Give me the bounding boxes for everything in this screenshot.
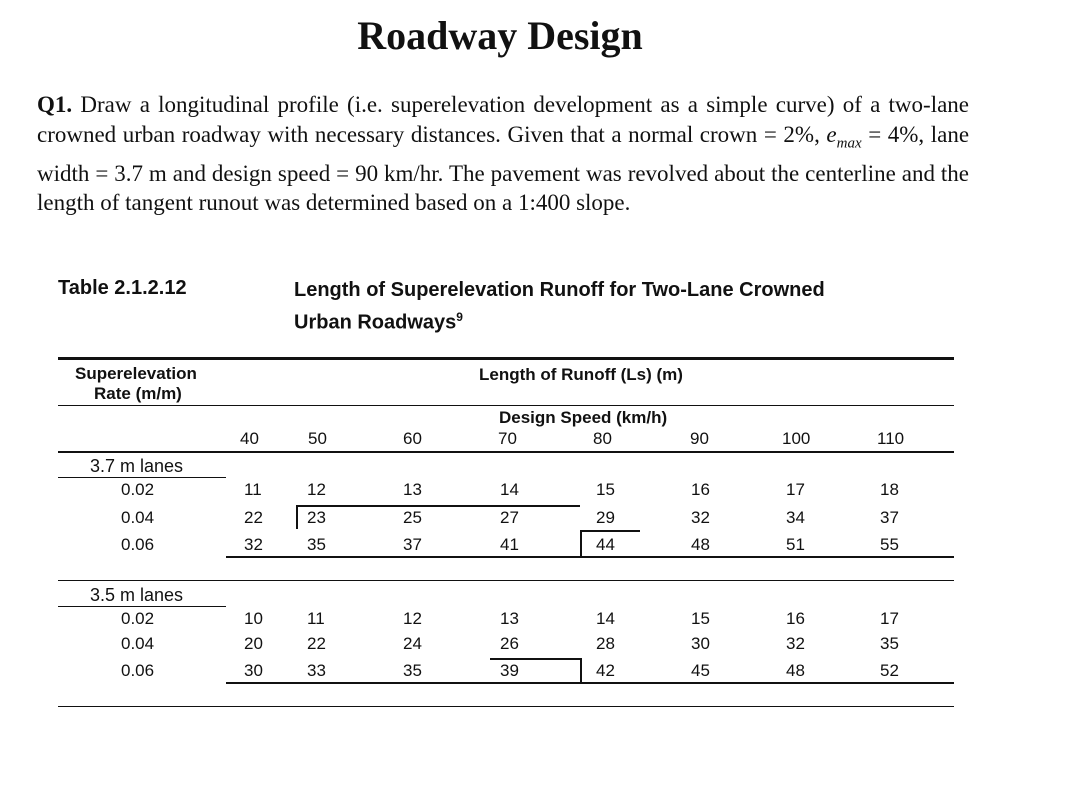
question-label: Q1. [37,92,73,117]
speed-header: 110 [877,429,905,448]
section2-top-rule [58,580,954,581]
table-cell: 37 [403,535,422,554]
table-cell: 33 [307,661,326,680]
rate-header: Superelevation Rate (m/m) [75,364,197,403]
table-cell: 13 [500,609,519,628]
table-cell: 14 [500,480,519,499]
table-bottom-rule [58,706,954,707]
table-cell: 51 [786,535,805,554]
table-cell: 22 [307,634,326,653]
table-cell: 42 [596,661,615,680]
boundary-line [296,505,580,507]
table-cell: 41 [500,535,519,554]
table-cell: 45 [691,661,710,680]
runoff-header: Length of Runoff (Ls) (m) [479,365,683,384]
boundary-line [580,530,640,532]
table-cell: 32 [691,508,710,527]
rate-value: 0.04 [121,508,155,527]
table-cell: 37 [880,508,899,527]
speed-header: 80 [593,429,612,448]
table-cell: 52 [880,661,899,680]
question-line-3b: = 4%, lane width = 3.7 m and design speed = 90 km/hr. The pavement was [37,121,970,186]
table-cell: 16 [786,609,805,628]
table-cell: 10 [244,609,263,628]
rate-value: 0.04 [121,634,155,653]
table-top-rule [58,357,954,360]
section2-name-rule [58,606,226,607]
boundary-line [580,658,582,682]
table-cell: 11 [244,480,262,499]
table-cell: 27 [500,508,519,527]
question-line-5: 1:400 slope. [517,190,631,216]
table-cell: 18 [880,480,899,499]
table-cell: 28 [596,634,615,653]
speed-header: 100 [782,429,811,448]
section-name: 3.5 m lanes [90,585,184,605]
rate-value: 0.02 [121,480,155,499]
table-caption-line-2: Urban Roadways$^9$ [294,310,463,334]
table-cell: 26 [500,634,519,653]
section1-name-rule [58,477,226,478]
boundary-line [490,658,580,660]
table-cell: 32 [244,535,263,554]
table-cell: 30 [244,661,263,680]
question-text [37,90,969,218]
runoff-header-rule [58,405,954,406]
table-cell: 25 [403,508,422,527]
table-cell: 48 [786,661,805,680]
rate-value: 0.06 [121,661,155,680]
table-cell: 24 [403,634,422,653]
table-cell: 15 [596,480,615,499]
speed-header: 70 [498,429,517,448]
speed-header: 90 [690,429,709,448]
question-line-4: revolved about the centerline and the length of tangent runout was determined based on a [37,160,969,216]
table-cell: 22 [244,508,263,527]
table-cell: 29 [596,508,615,527]
question-line-2: two-lane crowned urban roadway with necessary distances. Given that a normal crown = [37,92,970,147]
question-line-1: Draw a longitudinal profile (i.e. superelevation development as a simple curve) of a [80,92,881,117]
emax-symbol: $e_{max}$ [826,121,862,152]
speed-header-rule [58,451,954,453]
table-cell: 15 [691,609,710,628]
table-cell: 17 [786,480,805,499]
boundary-line [296,505,298,529]
table-cell: 23 [307,508,326,527]
table-cell: 35 [307,535,326,554]
section-name: 3.7 m lanes [90,456,184,476]
table-cell: 35 [403,661,422,680]
table-cell: 14 [596,609,615,628]
speed-header: 40 [240,429,259,448]
section1-bottom-rule [226,556,954,558]
table-cell: 11 [307,609,325,628]
table-cell: 17 [880,609,899,628]
table-cell: 48 [691,535,710,554]
table-cell: 32 [786,634,805,653]
design-speed-header: Design Speed (km/h) [499,408,668,427]
table-cell: 30 [691,634,710,653]
table-cell: 55 [880,535,899,554]
table-cell: 44 [596,535,615,554]
question-line-3a: 2%, [783,121,820,147]
page-title: Roadway Design [357,13,643,58]
table-cell: 16 [691,480,710,499]
speed-header: 50 [308,429,327,448]
table-caption-line-1: Length of Superelevation Runoff for Two-Lane Crowned [294,279,825,301]
table-caption [294,277,825,337]
table-cell: 34 [786,508,805,527]
boundary-line [580,530,582,556]
section2-bottom-rule [226,682,954,684]
rate-value: 0.06 [121,535,155,554]
table-cell: 39 [500,661,519,680]
rate-value: 0.02 [121,609,155,628]
table-cell: 35 [880,634,899,653]
table-cell: 12 [403,609,422,628]
speed-header: 60 [403,429,422,448]
table-label: Table 2.1.2.12 [58,277,187,299]
table-cell: 12 [307,480,326,499]
table-cell: 20 [244,634,263,653]
table-cell: 13 [403,480,422,499]
